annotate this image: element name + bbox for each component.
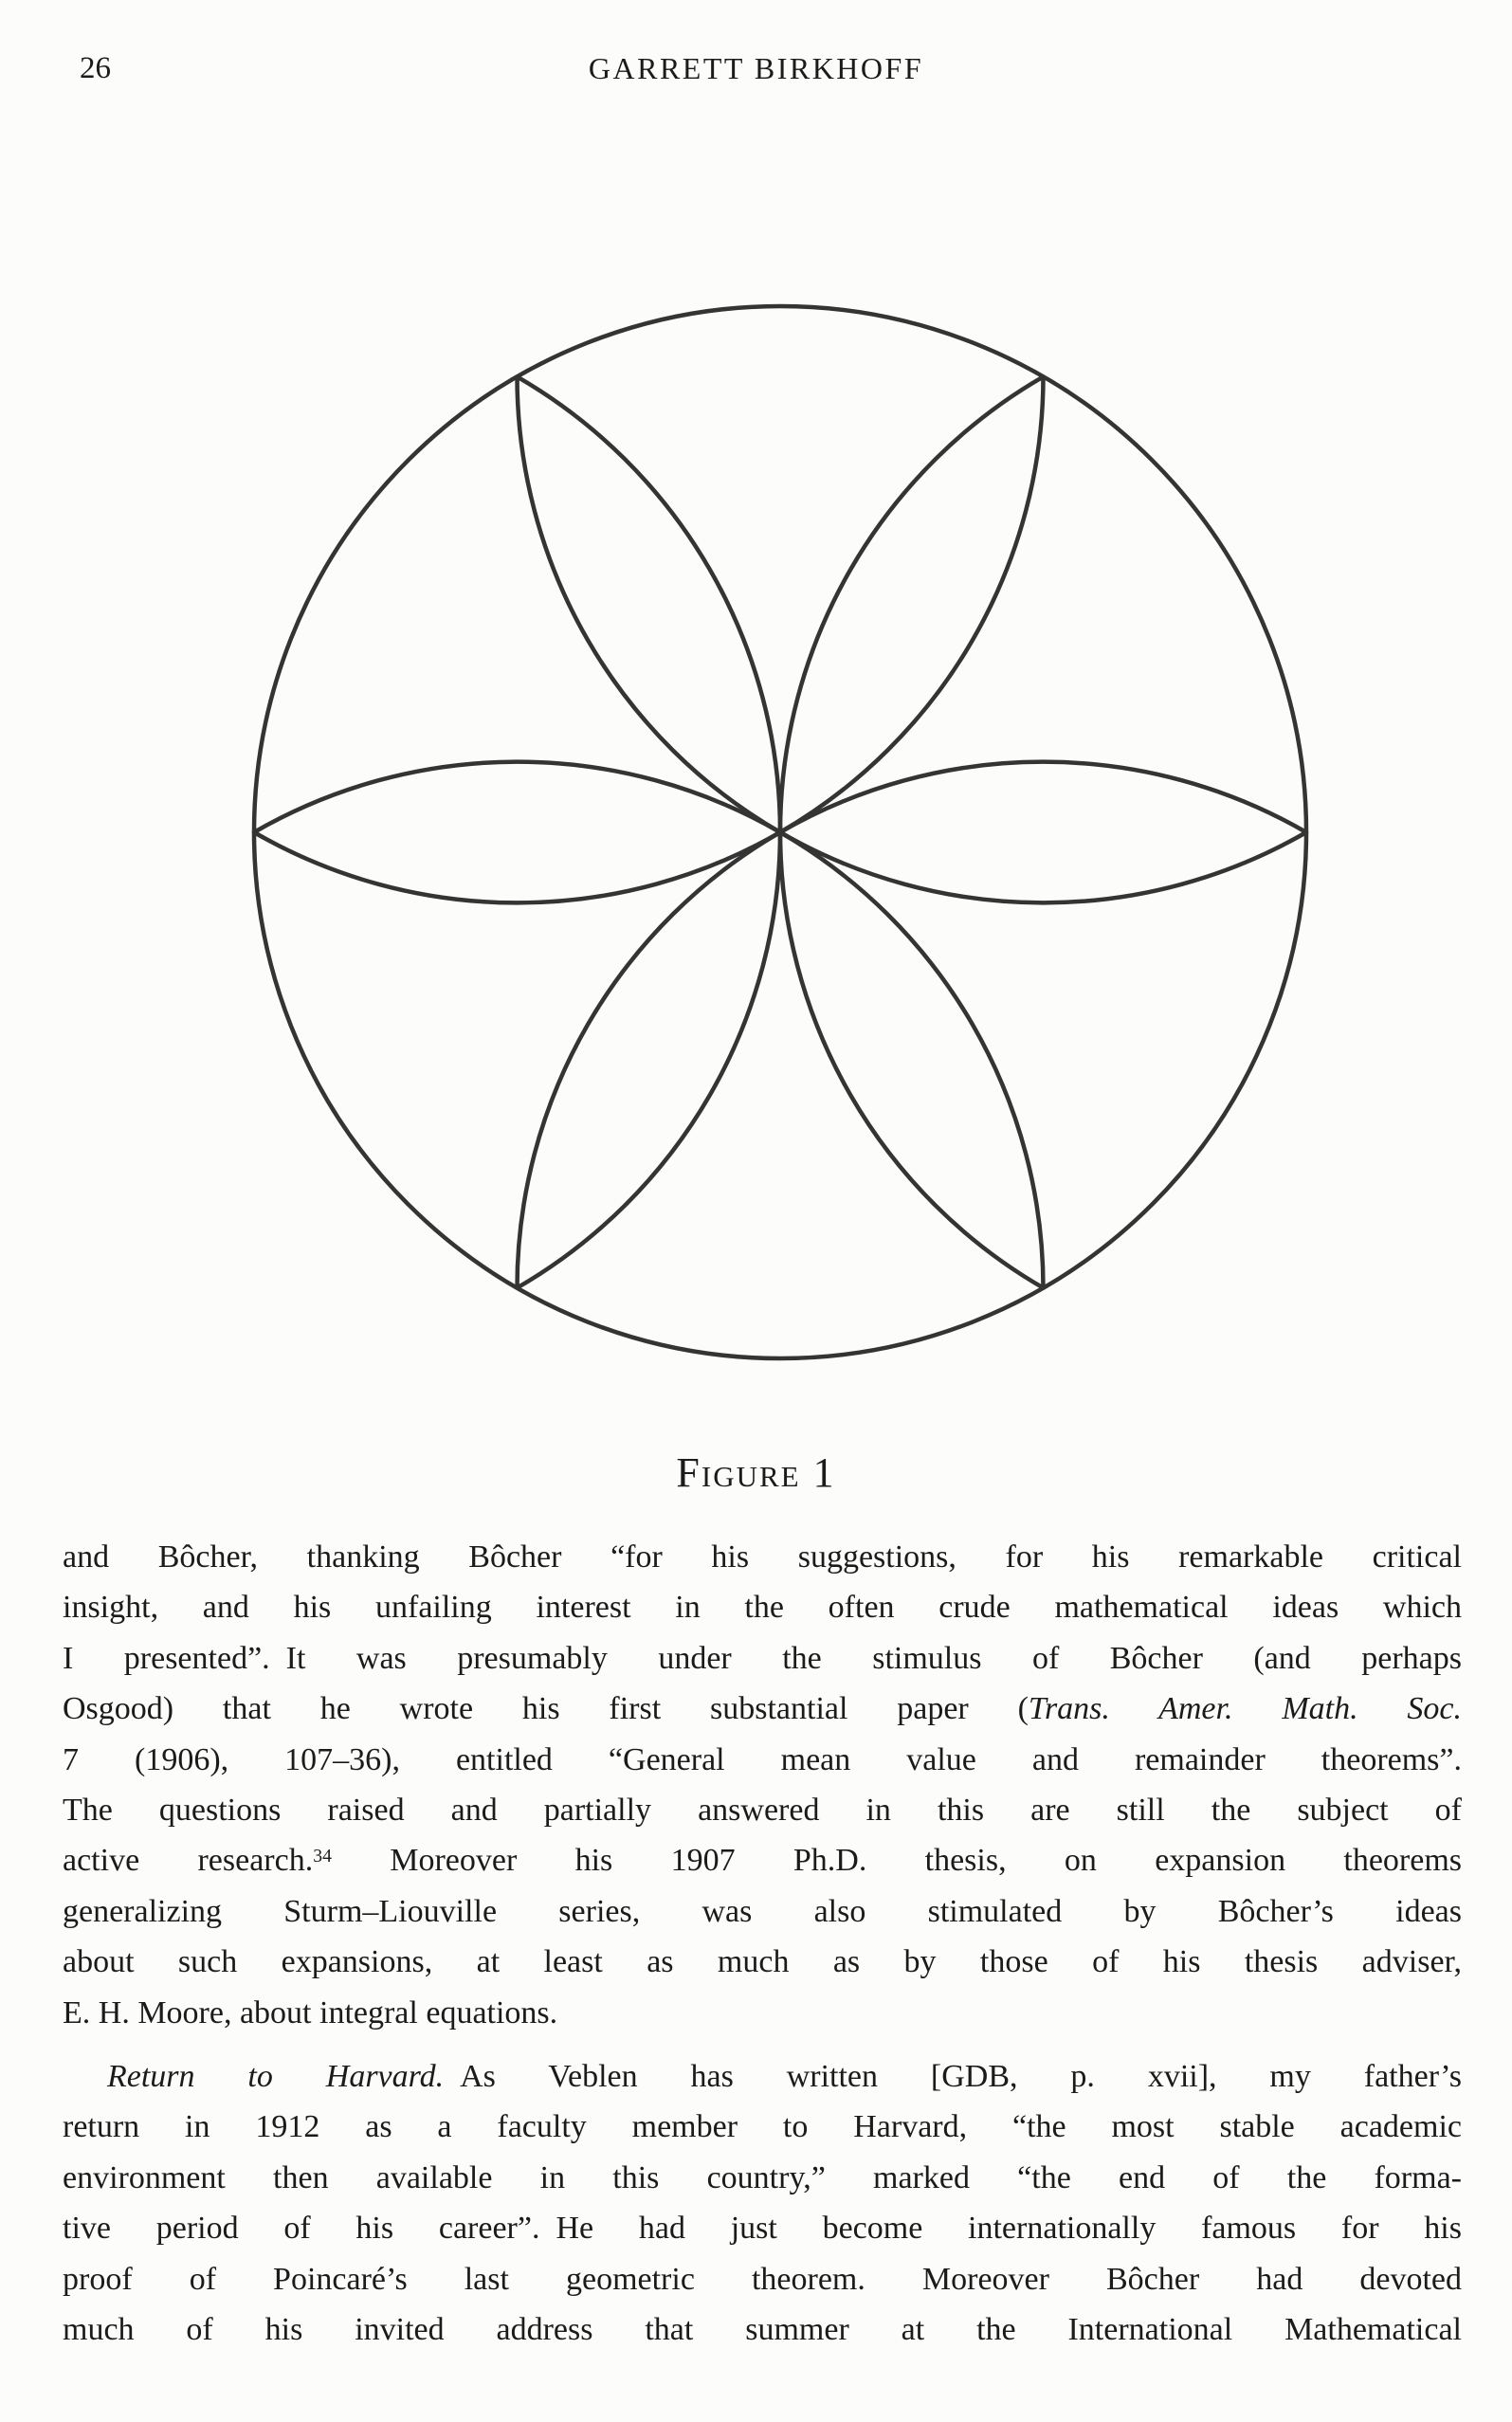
text-line [63,1785,1462,1835]
text-segment: tive period of his career”. He had just become internationally famous for his [63,2211,1462,2247]
text-line [63,1835,1462,1885]
paragraph [63,2051,1462,2355]
body-text [63,1532,1462,2356]
text-segment: much of his invited address that summer at the International Mathematical [63,2312,1462,2348]
text-segment: return in 1912 as a faculty member to Harvard, “the most stable academic [63,2109,1462,2145]
petals [254,376,1306,1287]
figure-rosette [240,292,1321,1373]
text-segment: 34 [313,1845,332,1867]
text-line [63,1735,1462,1785]
text-line [63,2203,1462,2253]
text-segment: insight, and his unfailing interest in the often crude mathematical ideas which [63,1590,1462,1626]
text-line [63,2304,1462,2355]
text-segment: and Bôcher, thanking Bôcher “for his suggestions, for his remarkable critical [63,1539,1462,1575]
text-segment: As Veblen has written [GDB, p. xvii], my father’s [444,2059,1462,2095]
page-number: 26 [80,51,111,85]
text-segment: Moreover his 1907 Ph.D. thesis, on expansion theorems [331,1843,1462,1879]
text-line [63,2153,1462,2203]
text-segment: about such expansions, at least as much as by those of his thesis adviser, [63,1944,1462,1980]
figure-caption: Figure 1 [676,1449,836,1496]
text-line [63,2051,1462,2102]
text-line [63,2254,1462,2304]
text-segment: Osgood) that he wrote his first substantial paper ( [63,1691,1029,1727]
text-line [63,1532,1462,1582]
text-line [63,2102,1462,2152]
text-segment: environment then available in this country,” marked “the end of the forma- [63,2159,1462,2195]
text-line [63,1937,1462,1987]
text-segment: active research. [63,1843,314,1879]
text-line [63,1633,1462,1684]
text-segment: 7 (1906), 107–36), entitled “General mean value and remainder theorems”. [63,1741,1462,1777]
petal [254,762,780,903]
text-segment: I presented”. It was presumably under the stimulus of Bôcher (and perhaps [63,1640,1462,1676]
text-segment: proof of Poincaré’s last geometric theorem. Moreover Bôcher had devoted [63,2261,1462,2297]
text-segment: Return to Harvard. [107,2059,445,2095]
text-line [63,1582,1462,1632]
text-line [63,1988,1462,2038]
text-segment: E. H. Moore, about integral equations. [63,1994,558,2030]
petal [780,762,1306,903]
text-segment: generalizing Sturm–Liouville series, was also stimulated by Bôcher’s ideas [63,1893,1462,1929]
paragraph [63,1532,1462,2038]
running-head: GARRETT BIRKHOFF [588,51,924,85]
text-line [63,1684,1462,1734]
rosette-svg [240,292,1321,1373]
text-segment: The questions raised and partially answered in this are still the subject of [63,1793,1462,1829]
text-line [63,1886,1462,1937]
text-segment: Trans. Amer. Math. Soc. [1028,1691,1462,1727]
